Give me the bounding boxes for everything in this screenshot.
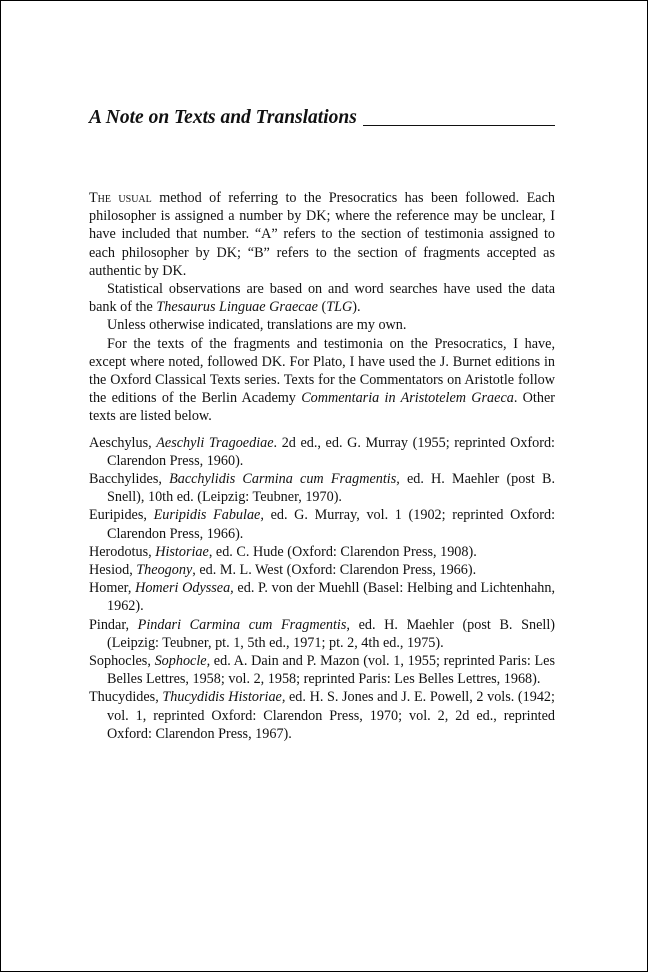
chapter-heading (89, 105, 555, 131)
entry-title: Thucydidis Historiae, (162, 689, 286, 706)
bibliography-entry (89, 470, 555, 506)
entry-title: Theogony (136, 562, 193, 579)
paragraph-2 (89, 280, 555, 316)
heading-rule (363, 125, 555, 126)
bibliography-entry (89, 543, 555, 561)
paragraph-4-text-a: For the texts of the fragments and testimonia on the Presocratics, I have, except where noted, followed DK. For Plato, I have used the J. Burnet editions in the Oxford Classical Texts series. Texts for the Commentators on Aristotle follow the editions of the Berlin Academy (89, 335, 555, 407)
entry-author: Bacchylides, (89, 471, 170, 488)
bibliography-entry (89, 688, 555, 743)
entry-title: Historiae (155, 543, 209, 560)
entry-title: Euripidis Fabulae, (153, 507, 264, 524)
entry-author: Thucydides, (89, 689, 163, 706)
entry-details: ed. G. Murray, vol. 1 (1902; reprinted Oxford: Clarendon Press, 1966). (107, 507, 556, 542)
entry-details: , ed. C. Hude (Oxford: Clarendon Press, 1908). (208, 543, 477, 560)
body-text (89, 189, 555, 743)
entry-title: Sophocle, (154, 653, 211, 670)
paragraph-2-text-e: ). (352, 299, 361, 316)
chapter-title: A Note on Texts and Translations (89, 107, 357, 128)
entry-author: Hesiod, (89, 562, 137, 579)
entry-author: Homer, (89, 580, 136, 597)
entry-title: Pindari Carmina cum Fragmentis, (137, 616, 350, 633)
paragraph-4 (89, 335, 555, 426)
entry-title: Bacchylidis Carmina cum Fragmentis, (169, 471, 400, 488)
small-caps-lead: The usual (89, 190, 152, 206)
entry-details: ed. H. Maehler (post B. Snell) (Leipzig: Teubner, pt. 1, 5th ed., 1971; pt. 2, 4th ed., 1975). (107, 616, 555, 651)
entry-details: , ed. M. L. West (Oxford: Clarendon Press, 1966). (192, 562, 477, 579)
entry-author: Euripides, (89, 507, 154, 524)
entry-details: ed. P. von der Muehll (Basel: Helbing and Lichtenhahn, 1962). (107, 580, 555, 615)
tlg-title: Thesaurus Linguae Graecae (156, 299, 318, 316)
entry-details: . 2d ed., ed. G. Murray (1955; reprinted Oxford: Clarendon Press, 1960). (107, 434, 555, 469)
entry-author: Pindar, (89, 616, 138, 633)
paragraph-4-text-c: . Other texts are listed below. (89, 390, 555, 425)
bibliography-entry (89, 579, 555, 615)
entry-details: ed. H. Maehler (post B. Snell), 10th ed. (Leipzig: Teubner, 1970). (107, 471, 555, 506)
entry-details: ed. H. S. Jones and J. E. Powell, 2 vols. (1942; vol. 1, reprinted Oxford: Clarendon Press, 1970; vol. 2, 2d ed., reprinted Oxford: Clarendon Press, 1967). (107, 689, 555, 742)
paragraph-2-text-c: ( (317, 299, 327, 316)
paragraph-1-text: method of referring to the Presocratics has been followed. Each philosopher is assigned a number by DK; where the reference may be unclear, I have included that number. “A” refers to the section of testimonia assigned to each philosopher by DK; “B” refers to the section of fragments accepted as authentic by DK. (89, 190, 555, 279)
bibliography-entry (89, 616, 555, 652)
paragraph-2-text-a: Statistical observations are based on and word searches have used the data bank of the (89, 281, 555, 316)
bibliography-list (89, 434, 555, 743)
bibliography-entry (89, 652, 555, 688)
entry-author: Sophocles, (89, 653, 155, 670)
entry-author: Herodotus, (89, 543, 156, 560)
tlg-abbrev: TLG (326, 299, 353, 316)
entry-title: Homeri Odyssea, (135, 580, 234, 597)
bibliography-entry (89, 506, 555, 542)
entry-details: ed. A. Dain and P. Mazon (vol. 1, 1955; reprinted Paris: Les Belles Lettres, 1958; vol. 2, 1958; reprinted Paris: Les Belles Lettres, 1968). (107, 653, 555, 688)
paragraph-1 (89, 189, 555, 280)
paragraph-3: Unless otherwise indicated, translations are my own. (107, 317, 407, 334)
bibliography-entry (89, 561, 555, 579)
entry-author: Aeschylus, (89, 434, 157, 451)
entry-title: Aeschyli Tragoediae (156, 434, 274, 451)
cag-title: Commentaria in Aristotelem Graeca (301, 390, 514, 407)
bibliography-entry (89, 434, 555, 470)
